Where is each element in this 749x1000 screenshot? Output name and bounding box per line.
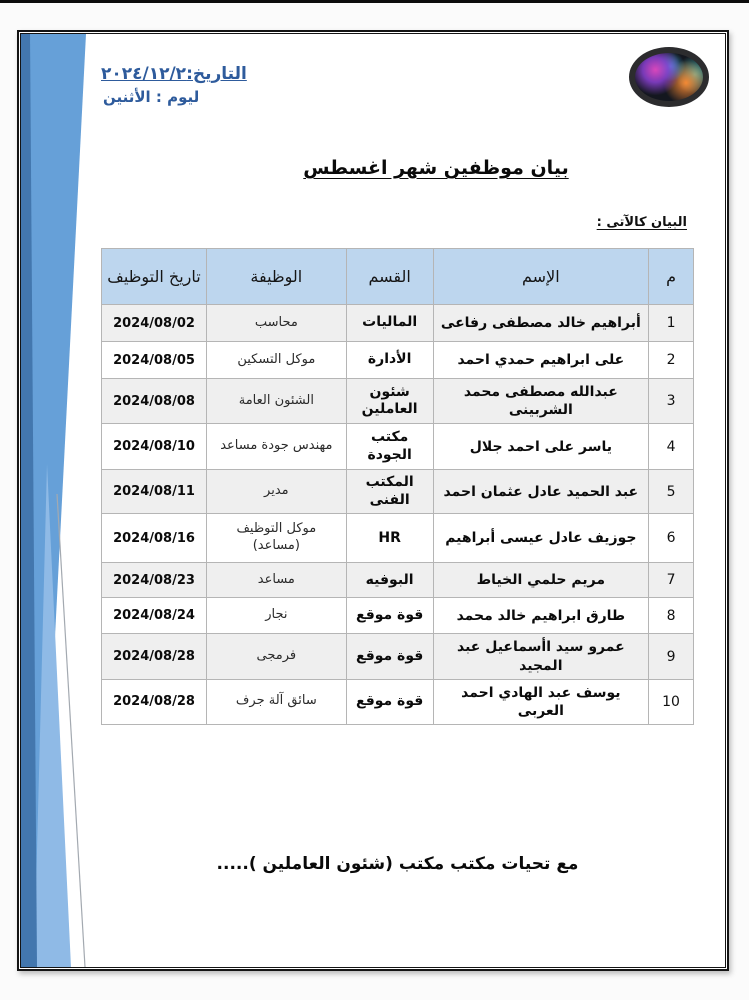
table-row xyxy=(102,514,694,563)
cell-serial: 7 xyxy=(649,563,694,598)
document-page-inner xyxy=(20,33,726,968)
employee-table-header xyxy=(102,249,694,305)
table-row xyxy=(102,634,694,679)
cell-name: طارق ابراهيم خالد محمد xyxy=(433,598,648,634)
cell-job: موكل التوظيف (مساعد) xyxy=(206,514,346,563)
cell-job: فرمجى xyxy=(206,634,346,679)
employee-table-body xyxy=(102,305,694,725)
cell-department: المكتب الفنى xyxy=(346,470,433,514)
cell-hire-date: 2024/08/28 xyxy=(102,634,207,679)
cell-serial: 9 xyxy=(649,634,694,679)
cell-name: أبراهيم خالد مصطفى رفاعى xyxy=(433,305,648,342)
cell-department: البوفيه xyxy=(346,563,433,598)
cell-job: مساعد xyxy=(206,563,346,598)
cell-department: قوة موقع xyxy=(346,598,433,634)
table-row xyxy=(102,598,694,634)
col-header-job: الوظيفة xyxy=(206,249,346,305)
table-row xyxy=(102,342,694,379)
cell-serial: 8 xyxy=(649,598,694,634)
cell-hire-date: 2024/08/16 xyxy=(102,514,207,563)
cell-serial: 2 xyxy=(649,342,694,379)
cell-job: موكل التسكين xyxy=(206,342,346,379)
cell-hire-date: 2024/08/02 xyxy=(102,305,207,342)
cell-name: على ابراهيم حمدي احمد xyxy=(433,342,648,379)
document-page xyxy=(17,30,729,971)
cell-hire-date: 2024/08/11 xyxy=(102,470,207,514)
cell-department: قوة موقع xyxy=(346,634,433,679)
cell-job: نجار xyxy=(206,598,346,634)
table-row xyxy=(102,470,694,514)
table-row xyxy=(102,379,694,424)
cell-serial: 5 xyxy=(649,470,694,514)
day-text: ليوم : الأثنين xyxy=(103,88,200,106)
cell-job: الشئون العامة xyxy=(206,379,346,424)
cell-job: محاسب xyxy=(206,305,346,342)
cell-serial: 6 xyxy=(649,514,694,563)
cell-serial: 1 xyxy=(649,305,694,342)
date-block xyxy=(101,64,311,106)
cell-name: عبد الحميد عادل عثمان احمد xyxy=(433,470,648,514)
cell-job: سائق آلة جرف xyxy=(206,679,346,724)
cell-name: مريم حلمي الخياط xyxy=(433,563,648,598)
cell-name: يوسف عبد الهادي احمد العربى xyxy=(433,679,648,724)
cell-department: مكتب الجودة xyxy=(346,424,433,470)
date-text: التاريخ:٢٠٢٤/١٢/٢ xyxy=(101,64,247,84)
cell-serial: 10 xyxy=(649,679,694,724)
cell-name: عمرو سيد اأسماعيل عبد المجيد xyxy=(433,634,648,679)
cell-department: الأدارة xyxy=(346,342,433,379)
footer-greeting: مع تحيات مكتب مكتب (شئون العاملين )..... xyxy=(216,854,579,874)
table-row xyxy=(102,305,694,342)
cell-serial: 4 xyxy=(649,424,694,470)
col-header-department: القسم xyxy=(346,249,433,305)
cell-hire-date: 2024/08/23 xyxy=(102,563,207,598)
company-logo xyxy=(629,47,709,107)
cell-department: قوة موقع xyxy=(346,679,433,724)
cell-name: عبدالله مصطفى محمد الشربينى xyxy=(433,379,648,424)
cell-hire-date: 2024/08/05 xyxy=(102,342,207,379)
cell-department: شئون العاملين xyxy=(346,379,433,424)
cell-hire-date: 2024/08/10 xyxy=(102,424,207,470)
cell-serial: 3 xyxy=(649,379,694,424)
table-row xyxy=(102,424,694,470)
table-row xyxy=(102,679,694,724)
employee-table xyxy=(101,248,694,725)
table-row xyxy=(102,563,694,598)
cell-department: الماليات xyxy=(346,305,433,342)
cell-name: جوزيف عادل عيسى أبراهيم xyxy=(433,514,648,563)
col-header-serial: م xyxy=(649,249,694,305)
page-title: بيان موظفين شهر اغسطس xyxy=(303,157,569,179)
cell-department: HR xyxy=(346,514,433,563)
statement-intro-label: البيان كالآتى : xyxy=(596,215,687,230)
cell-hire-date: 2024/08/28 xyxy=(102,679,207,724)
col-header-name: الإسم xyxy=(433,249,648,305)
cell-name: ياسر على احمد جلال xyxy=(433,424,648,470)
cell-job: مهندس جودة مساعد xyxy=(206,424,346,470)
cell-hire-date: 2024/08/24 xyxy=(102,598,207,634)
cell-hire-date: 2024/08/08 xyxy=(102,379,207,424)
top-edge-bar xyxy=(0,0,749,3)
cell-job: مدير xyxy=(206,470,346,514)
col-header-hire-date: تاريخ التوظيف xyxy=(102,249,207,305)
